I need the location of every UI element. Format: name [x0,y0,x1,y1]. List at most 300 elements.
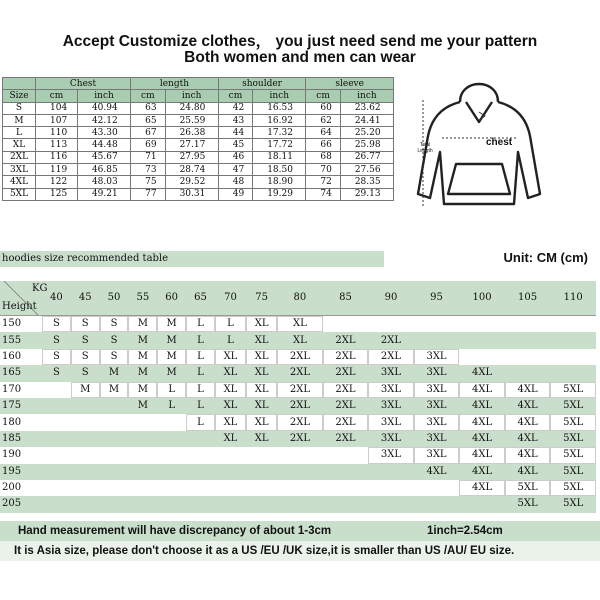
size-cell: 4XL [505,414,551,430]
measure-cell: 62 [306,114,340,126]
size-cell: 2XL [277,382,323,398]
measure-cell: 72 [306,176,340,188]
size-cell [42,431,71,447]
height-cell: 205 [0,496,42,512]
measure-cell: 125 [36,188,78,200]
size-cell [368,464,414,480]
size-cell [71,414,100,430]
size-cell [157,431,186,447]
measure-cell: 25.98 [340,139,393,151]
measure-cell: 49.21 [77,188,130,200]
weight-header: 110 [550,281,596,316]
size-cell: M [3,114,36,126]
size-cell: 2XL [277,349,323,365]
weight-header: 80 [277,281,323,316]
size-cell [186,464,215,480]
note-measurement [0,521,600,541]
size-cell [42,480,71,496]
size-cell: 5XL [550,480,596,496]
table-row [3,176,394,188]
weight-header-row [0,281,596,316]
corner-cell [3,78,36,90]
measure-cell: 24.80 [165,102,218,114]
size-cell [505,365,551,381]
measurement-unit-row [3,90,394,102]
size-cell: 2XL [323,398,369,414]
size-cell [42,447,71,463]
measure-cell: 66 [306,139,340,151]
size-cell [277,496,323,512]
size-cell [42,496,71,512]
table-row [0,431,596,447]
size-cell [459,316,505,333]
weight-header: 65 [186,281,215,316]
size-cell [459,349,505,365]
size-cell [128,447,157,463]
size-cell: 2XL [323,365,369,381]
size-cell [100,480,129,496]
size-cell: M [128,349,157,365]
size-cell: 4XL [505,382,551,398]
size-cell [100,431,129,447]
measure-cell: 46.85 [77,164,130,176]
size-cell [246,447,277,463]
measure-cell: 71 [131,151,165,163]
unit-cell: inch [340,90,393,102]
height-cell: 180 [0,414,42,430]
recommend-title: hoodies size recommended table [0,251,384,267]
size-cell: 4XL [505,447,551,463]
size-cell: L [186,414,215,430]
size-cell: XL [277,332,323,348]
weight-header: 40 [42,281,71,316]
size-cell: 5XL [550,414,596,430]
size-cell: S [42,365,71,381]
size-cell: S [71,365,100,381]
size-cell [186,480,215,496]
measure-cell: 44 [218,127,252,139]
size-cell: XL [246,332,277,348]
size-cell [277,480,323,496]
height-cell: 200 [0,480,42,496]
measure-cell: 70 [306,164,340,176]
size-cell: 4XL [505,431,551,447]
size-cell: L [157,398,186,414]
size-cell: 5XL [3,188,36,200]
size-cell: 2XL [368,349,414,365]
size-cell: 5XL [550,447,596,463]
size-cell: 2XL [323,349,369,365]
size-cell: 3XL [368,431,414,447]
size-cell [414,496,460,512]
measure-cell: 28.74 [165,164,218,176]
table-row [0,496,596,512]
size-cell: 3XL [414,382,460,398]
size-cell [459,332,505,348]
size-cell [42,464,71,480]
size-cell [505,332,551,348]
measure-cell: 27.56 [340,164,393,176]
measurement-rows [3,102,394,200]
size-cell: 5XL [505,496,551,512]
size-cell: 3XL [414,349,460,365]
measure-cell: 43 [218,114,252,126]
size-cell: 3XL [368,414,414,430]
weight-header: 85 [323,281,369,316]
size-cell: M [157,316,186,333]
size-cell [368,480,414,496]
measure-cell: 26.38 [165,127,218,139]
measure-cell: 28.35 [340,176,393,188]
measure-cell: 104 [36,102,78,114]
table-row [0,332,596,348]
measure-cell: 60 [306,102,340,114]
unit-cell: cm [36,90,78,102]
size-cell [128,431,157,447]
size-cell [368,496,414,512]
size-cell: L [186,382,215,398]
size-cell [157,447,186,463]
table-row [3,102,394,114]
measure-cell: 74 [306,188,340,200]
height-cell: 195 [0,464,42,480]
size-cell: L [186,332,215,348]
size-cell: M [100,365,129,381]
measure-cell: 47 [218,164,252,176]
size-cell [71,431,100,447]
size-cell: 5XL [550,382,596,398]
size-cell [42,398,71,414]
table-row [0,316,596,333]
table-row [3,164,394,176]
measure-cell: 49 [218,188,252,200]
size-cell: XL [246,382,277,398]
size-cell [71,464,100,480]
size-cell [277,447,323,463]
size-cell [550,365,596,381]
size-cell: 3XL [368,382,414,398]
table-row [3,188,394,200]
measure-cell: 43.30 [77,127,130,139]
table-row [0,447,596,463]
height-cell: 170 [0,382,42,398]
size-cell [128,414,157,430]
size-cell [71,496,100,512]
size-cell [505,316,551,333]
measure-cell: 68 [306,151,340,163]
measure-cell: 110 [36,127,78,139]
table-row [0,414,596,430]
size-cell [157,480,186,496]
size-cell [323,496,369,512]
size-cell [42,382,71,398]
size-cell: 5XL [550,464,596,480]
size-cell [215,447,246,463]
measure-cell: 17.72 [253,139,306,151]
size-cell [71,398,100,414]
size-cell: M [157,332,186,348]
measure-cell: 29.52 [165,176,218,188]
size-cell [100,464,129,480]
size-cell [100,398,129,414]
size-cell: 3XL [414,431,460,447]
size-cell: 4XL [414,464,460,480]
size-cell: 2XL [3,151,36,163]
size-cell [71,480,100,496]
group-shoulder: shoulder [218,78,306,90]
size-cell [414,332,460,348]
size-cell: 2XL [277,398,323,414]
size-cell: M [128,316,157,333]
measure-cell: 17.32 [253,127,306,139]
measure-cell: 23.62 [340,102,393,114]
size-cell: M [128,365,157,381]
size-cell: M [157,365,186,381]
size-cell: S [42,332,71,348]
size-cell [128,480,157,496]
size-cell [277,464,323,480]
size-cell: XL [215,382,246,398]
size-cell: 4XL [459,365,505,381]
unit-cell: cm [218,90,252,102]
size-cell: L [186,365,215,381]
size-cell [323,464,369,480]
size-cell: XL [277,316,323,333]
measure-cell: 42.12 [77,114,130,126]
measure-cell: 18.11 [253,151,306,163]
table-row [3,114,394,126]
header-line-1: Accept Customize clothes， you just need send me your pattern [62,33,538,50]
group-sleeve: sleeve [306,78,394,90]
measure-cell: 63 [131,102,165,114]
height-cell: 150 [0,316,42,333]
size-cell: 2XL [323,382,369,398]
weight-header: 105 [505,281,551,316]
size-cell [368,316,414,333]
measure-cell: 119 [36,164,78,176]
size-cell [186,431,215,447]
size-cell: 5XL [550,431,596,447]
weight-header: 55 [128,281,157,316]
size-cell [128,496,157,512]
measure-cell: 26.77 [340,151,393,163]
size-cell: XL [215,365,246,381]
size-cell [100,447,129,463]
measure-cell: 40.94 [77,102,130,114]
size-cell: L [215,332,246,348]
size-cell: S [42,349,71,365]
size-cell [215,480,246,496]
size-cell: XL [246,316,277,333]
size-cell: 5XL [550,496,596,512]
size-cell: 3XL [368,447,414,463]
size-cell [550,349,596,365]
note-discrepancy: Hand measurement will have discrepancy of about 1-3cm [18,525,332,537]
size-cell: 4XL [459,447,505,463]
size-cell [42,414,71,430]
measure-cell: 44.48 [77,139,130,151]
size-cell: 5XL [505,480,551,496]
size-cell: XL [215,349,246,365]
size-cell [505,349,551,365]
size-cell: S [100,349,129,365]
size-cell [100,414,129,430]
size-cell: M [128,332,157,348]
size-cell [323,480,369,496]
unit-label: Unit: CM (cm) [503,250,588,265]
size-cell [157,496,186,512]
size-cell: XL [246,398,277,414]
measure-cell: 18.50 [253,164,306,176]
weight-header: 60 [157,281,186,316]
measure-cell: 116 [36,151,78,163]
height-cell: 155 [0,332,42,348]
table-row [0,365,596,381]
table-row [0,349,596,365]
size-cell: XL [215,414,246,430]
weight-header: 95 [414,281,460,316]
measure-cell: 64 [306,127,340,139]
size-cell: 2XL [323,414,369,430]
size-cell: S [71,332,100,348]
measurement-table [2,77,394,201]
size-cell: 4XL [3,176,36,188]
size-cell: 2XL [277,365,323,381]
size-cell: S [42,316,71,333]
measure-cell: 27.95 [165,151,218,163]
size-cell: 3XL [368,398,414,414]
height-cell: 175 [0,398,42,414]
size-cell [414,316,460,333]
size-cell [186,496,215,512]
unit-cell: cm [306,90,340,102]
size-cell: L [3,127,36,139]
measure-cell: 73 [131,164,165,176]
size-cell: M [100,382,129,398]
size-cell: M [128,382,157,398]
size-cell: 2XL [323,431,369,447]
size-cell [323,447,369,463]
measure-cell: 45.67 [77,151,130,163]
measure-cell: 107 [36,114,78,126]
size-cell: 3XL [368,365,414,381]
measure-cell: 113 [36,139,78,151]
size-cell: S [71,349,100,365]
hoodie-diagram [414,66,544,216]
size-cell: S [100,332,129,348]
measure-cell: 48.03 [77,176,130,188]
size-cell [215,496,246,512]
size-cell: 4XL [459,431,505,447]
size-cell: 4XL [459,414,505,430]
size-cell [157,464,186,480]
size-cell: 4XL [505,398,551,414]
size-cell: L [157,382,186,398]
size-cell: 3XL [414,414,460,430]
height-label: Height [2,301,37,312]
size-cell [128,464,157,480]
size-cell: M [157,349,186,365]
height-cell: 185 [0,431,42,447]
size-cell: M [128,398,157,414]
size-cell: 4XL [459,480,505,496]
table-row [3,151,394,163]
recommend-rows [0,316,596,513]
measure-cell: 16.92 [253,114,306,126]
size-cell: 4XL [459,398,505,414]
group-chest: Chest [36,78,131,90]
size-cell [186,447,215,463]
unit-cell: inch [77,90,130,102]
size-cell [100,496,129,512]
weight-header: 75 [246,281,277,316]
measurement-group-row [3,78,394,90]
measure-cell: 24.41 [340,114,393,126]
size-cell: 2XL [368,332,414,348]
corner-cell [0,281,48,316]
size-cell: XL [215,431,246,447]
measure-cell: 77 [131,188,165,200]
note-conversion: 1inch=2.54cm [427,525,503,537]
size-cell: 4XL [459,464,505,480]
weight-header: 45 [71,281,100,316]
table-row [0,464,596,480]
measure-cell: 18.90 [253,176,306,188]
kg-label: KG [32,283,48,294]
unit-cell: inch [253,90,306,102]
recommend-table [0,281,596,513]
measure-cell: 16.53 [253,102,306,114]
table-row [0,398,596,414]
header-line-2: Both women and men can wear [184,49,416,66]
size-cell [550,332,596,348]
measure-cell: 29.13 [340,188,393,200]
size-cell: L [186,349,215,365]
size-cell: 2XL [277,414,323,430]
measure-cell: 65 [131,114,165,126]
group-length: length [131,78,219,90]
measure-cell: 19.29 [253,188,306,200]
weight-header: 90 [368,281,414,316]
measure-cell: 27.17 [165,139,218,151]
measure-cell: 25.59 [165,114,218,126]
size-cell: S [100,316,129,333]
measure-cell: 67 [131,127,165,139]
size-cell: S [71,316,100,333]
table-row [3,127,394,139]
size-cell: 5XL [550,398,596,414]
height-cell: 165 [0,365,42,381]
size-cell [71,447,100,463]
size-cell [157,414,186,430]
size-label: Size [3,90,36,102]
unit-cell: inch [165,90,218,102]
size-cell [550,316,596,333]
size-cell [215,464,246,480]
size-cell: 3XL [414,365,460,381]
size-cell [246,464,277,480]
height-cell: 190 [0,447,42,463]
length-label: Total Length [417,142,433,154]
size-cell: S [3,102,36,114]
size-cell: L [215,316,246,333]
size-cell: 2XL [277,431,323,447]
size-cell: XL [215,398,246,414]
table-row [0,480,596,496]
size-cell: XL [246,431,277,447]
size-cell: M [71,382,100,398]
size-cell: 4XL [459,382,505,398]
